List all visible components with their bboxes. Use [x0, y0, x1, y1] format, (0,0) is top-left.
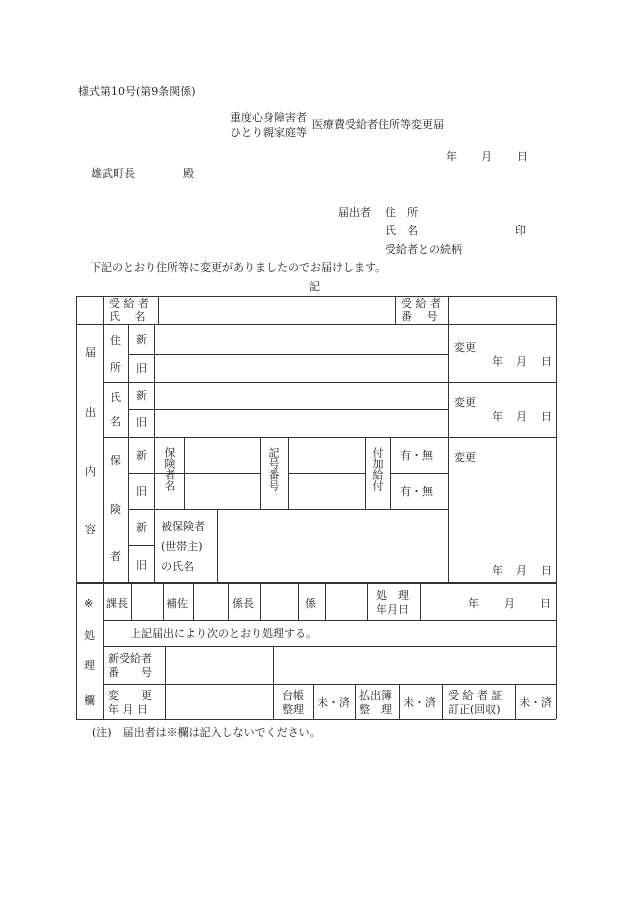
cert-status: 未・済	[519, 696, 552, 709]
insured-person-label-2: (世帯主)	[161, 540, 203, 553]
cert-label-2: 訂正(回収)	[448, 703, 501, 716]
recipient-name-label-1: 受 給 者	[109, 297, 149, 310]
name-label-char: 名	[110, 415, 121, 428]
address-change-month: 月	[516, 355, 527, 368]
name-change-day: 日	[541, 410, 552, 423]
title-main: 医療費受給者住所等変更届	[312, 118, 444, 131]
new-recipient-no-label-1: 新受給者	[108, 652, 152, 665]
form-number: 様式第10号(第9条関係)	[78, 85, 196, 98]
section-label-char: 容	[85, 523, 96, 536]
insurance-label-char: 保	[110, 454, 121, 467]
address-label-char: 所	[110, 361, 121, 374]
supplementary-new-yes-no: 有・無	[400, 449, 433, 462]
payment-label-2: 整 理	[359, 703, 392, 716]
role-kakaricho: 係長	[232, 597, 254, 610]
insurer-name-label: 保険者名	[163, 447, 176, 491]
address-new-label: 新	[136, 333, 147, 346]
symbol-number-label: 記号番号	[267, 447, 280, 491]
change-date-label-1: 変 更	[108, 689, 152, 702]
ledger-label-1: 台帳	[282, 689, 304, 702]
address-old-label: 旧	[136, 362, 147, 375]
header-month: 月	[481, 150, 492, 163]
recipient-no-label-1: 受 給 者	[401, 297, 441, 310]
insurance-change-month: 月	[516, 564, 527, 577]
new-recipient-no-label-2: 番 号	[108, 666, 152, 679]
process-month: 月	[504, 597, 515, 610]
seal-mark: 印	[515, 224, 526, 237]
processing-side-label-char: ※	[84, 597, 94, 610]
insurance-change-day: 日	[541, 564, 552, 577]
relation-label: 受給者との続柄	[385, 243, 462, 256]
role-hosa: 補佐	[166, 597, 188, 610]
insured-label-char: 者	[110, 550, 121, 563]
recipient-no-label-2: 番 号	[401, 310, 438, 323]
insurance-new-label: 新	[136, 449, 147, 462]
name-old-label: 旧	[136, 416, 147, 429]
processed-text: 上記届出により次のとおり処理する。	[130, 627, 317, 640]
cert-label-1: 受 給 者 証	[448, 689, 503, 702]
role-kakari: 係	[305, 597, 316, 610]
process-year: 年	[468, 597, 479, 610]
processing-side-label-char: 理	[84, 659, 95, 672]
title-line-2: ひとり親家庭等	[230, 126, 307, 139]
ledger-status: 未・済	[317, 696, 350, 709]
title-line-1: 重度心身障害者	[230, 111, 307, 124]
applicant-label: 届出者	[338, 206, 371, 219]
payment-status: 未・済	[403, 696, 436, 709]
change-date-label-2: 年 月 日	[108, 703, 148, 716]
processing-side-label-char: 処	[84, 629, 95, 642]
payment-label-1: 払出簿	[359, 689, 392, 702]
process-date-label-1: 処 理	[376, 589, 409, 602]
name-change-year: 年	[492, 410, 503, 423]
insurance-change-year: 年	[492, 564, 503, 577]
ledger-label-2: 整理	[282, 703, 304, 716]
insurance-label-char: 険	[110, 503, 121, 516]
addressee: 雄武町長	[91, 167, 135, 180]
section-label-char: 内	[85, 465, 96, 478]
address-change-label: 変更	[454, 341, 476, 354]
footnote: (注) 届出者は※欄は記入しないでください。	[92, 726, 321, 739]
role-kacho: 課長	[106, 597, 128, 610]
intro-text: 下記のとおり住所等に変更がありましたのでお届けします。	[90, 261, 387, 274]
honorific: 殿	[183, 167, 194, 180]
supplementary-old-yes-no: 有・無	[400, 485, 433, 498]
address-change-year: 年	[492, 355, 503, 368]
insured-old-label: 旧	[136, 559, 147, 572]
section-label-char: 届	[85, 346, 96, 359]
insured-new-label: 新	[136, 521, 147, 534]
name-new-label: 新	[136, 389, 147, 402]
address-change-day: 日	[541, 355, 552, 368]
section-label-char: 出	[85, 406, 96, 419]
name-change-month: 月	[516, 410, 527, 423]
insured-person-label-3: の氏名	[161, 560, 194, 573]
name-change-label: 変更	[454, 396, 476, 409]
address-label-char: 住	[110, 334, 121, 347]
name-label-char: 氏	[110, 391, 121, 404]
applicant-name-label: 氏 名	[385, 224, 418, 237]
process-date-label-2: 年月日	[376, 603, 409, 616]
processing-side-label-char: 欄	[84, 694, 95, 707]
applicant-address-label: 住 所	[385, 206, 418, 219]
supplementary-label: 付加給付	[371, 447, 384, 491]
header-day: 日	[517, 150, 528, 163]
ki-label: 記	[309, 280, 320, 293]
insurance-old-label: 旧	[136, 485, 147, 498]
insured-person-label-1: 被保険者	[161, 520, 205, 533]
header-year: 年	[446, 150, 457, 163]
process-day: 日	[540, 597, 551, 610]
recipient-name-label-2: 氏 名	[109, 310, 146, 323]
insurance-change-label: 変更	[454, 451, 476, 464]
